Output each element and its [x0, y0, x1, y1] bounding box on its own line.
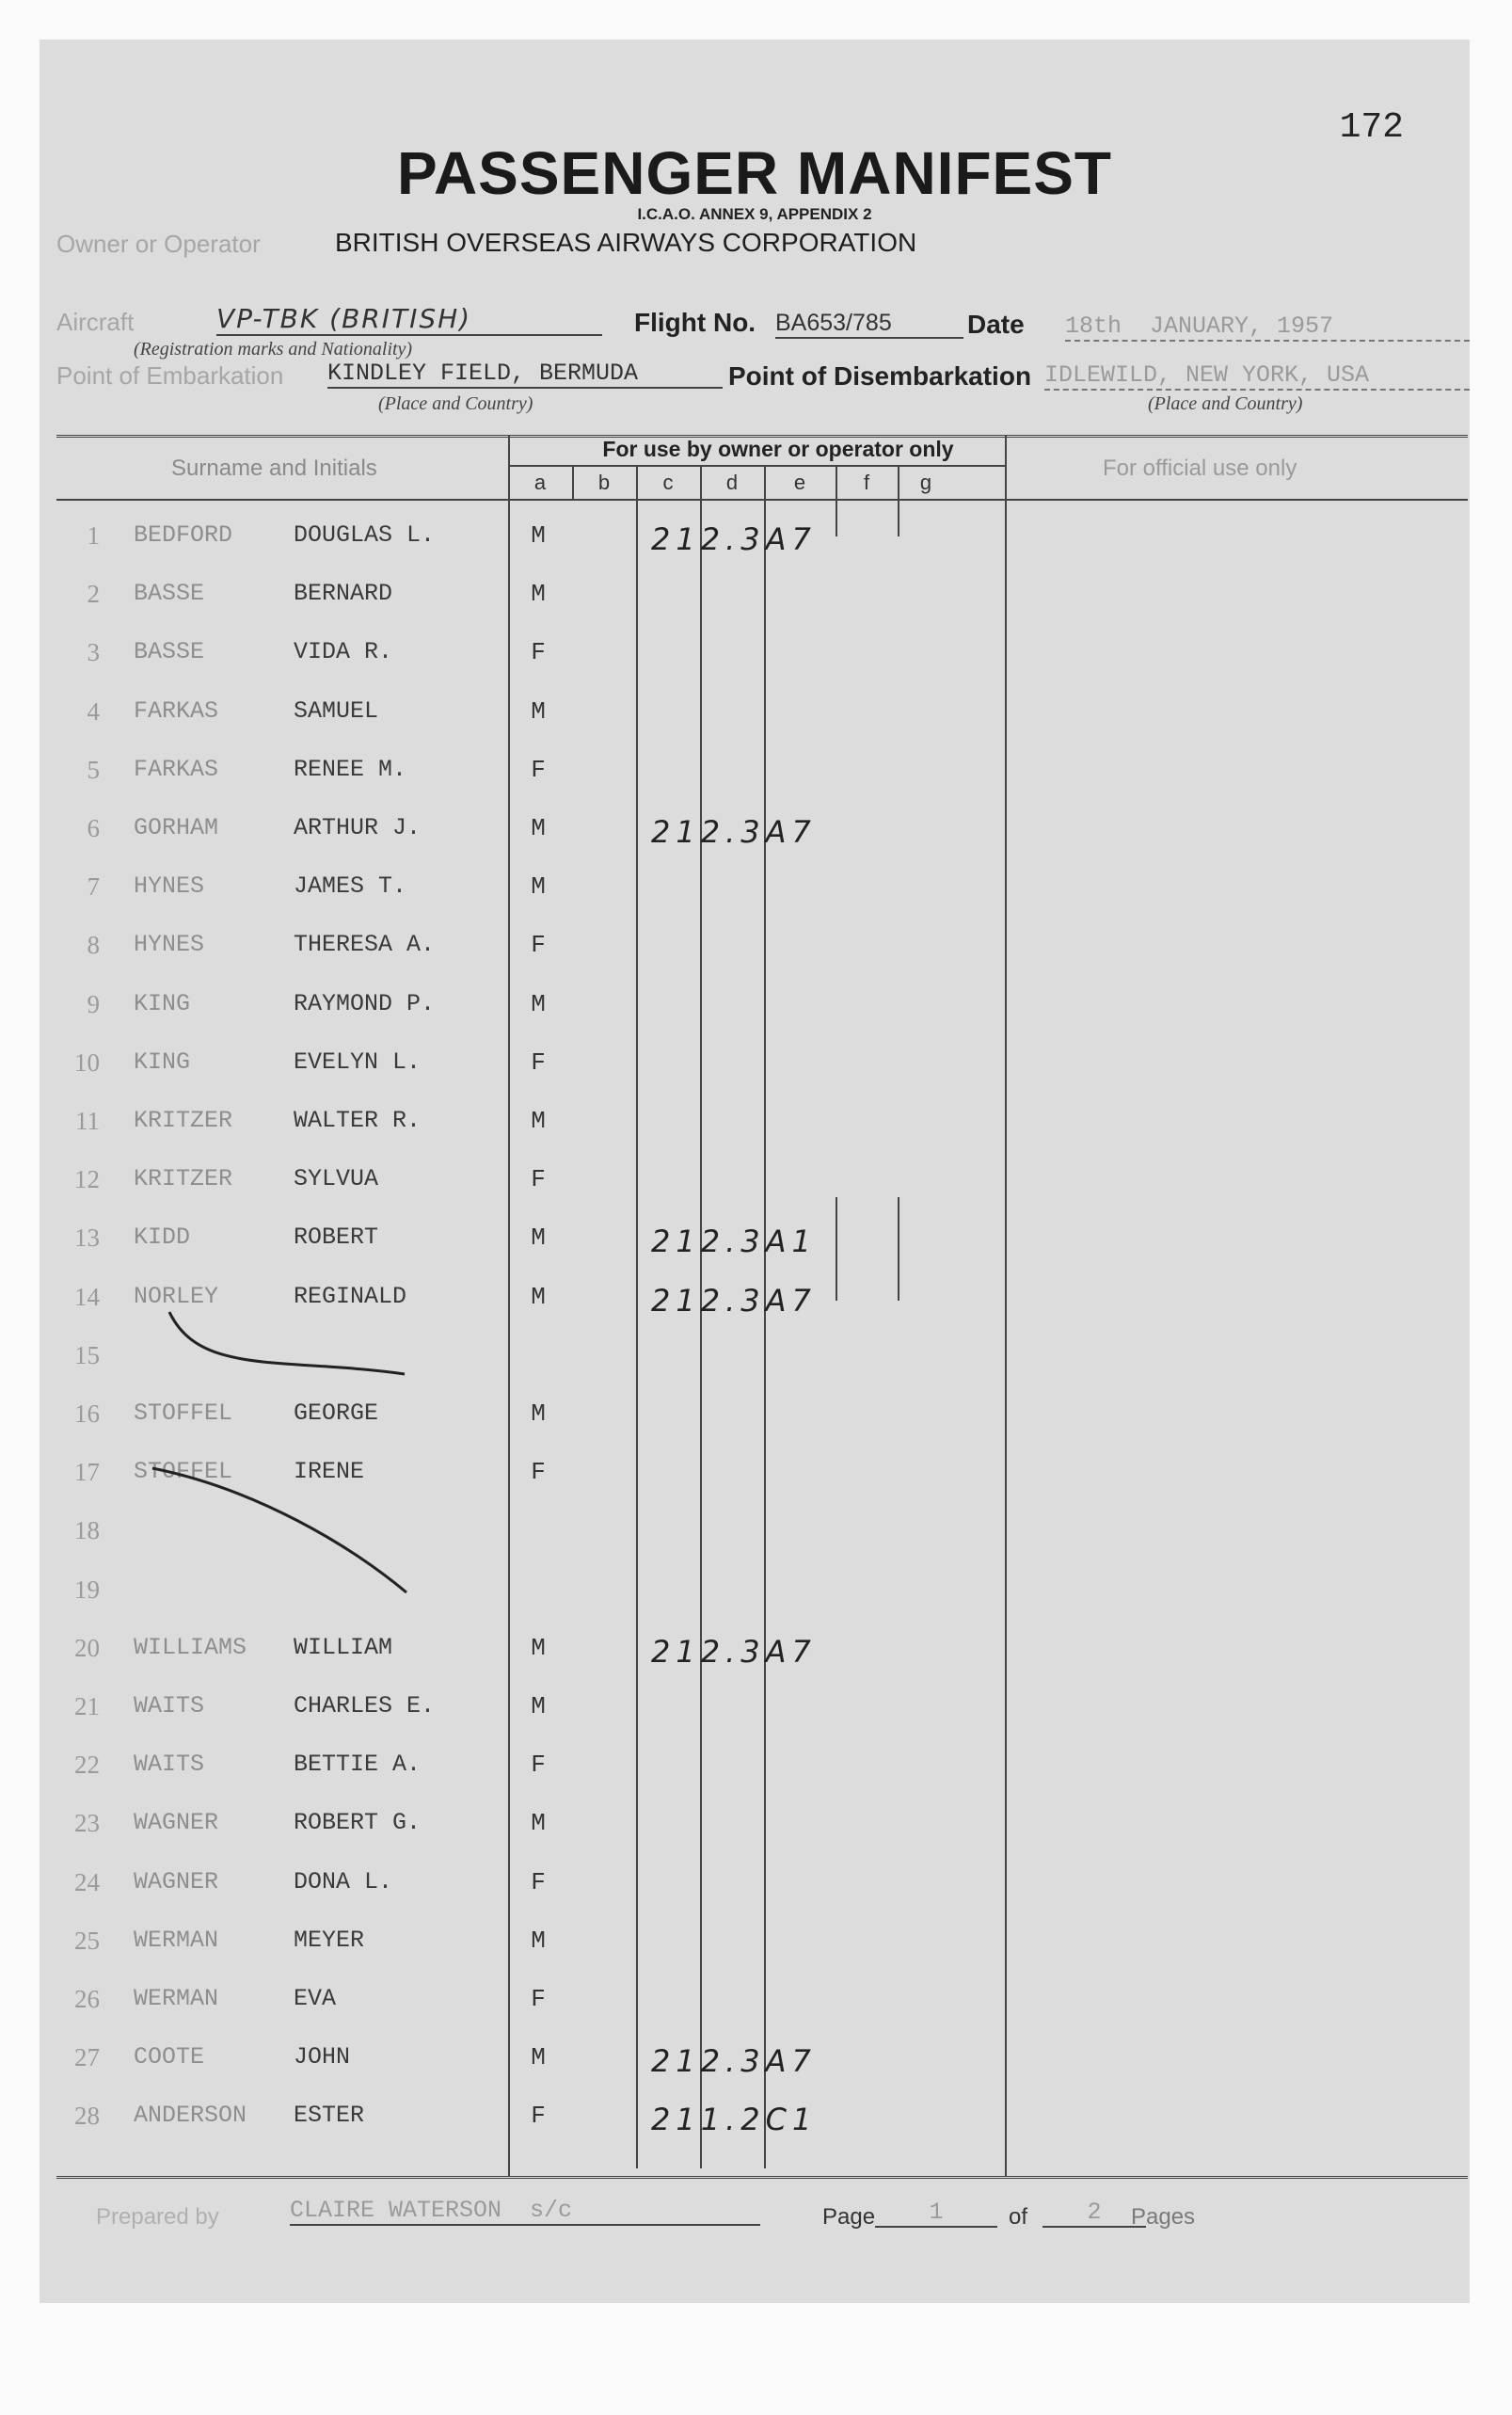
manifest-subtitle: I.C.A.O. ANNEX 9, APPENDIX 2 — [637, 205, 872, 223]
strike-mark-rows-18-19 — [152, 1468, 406, 1592]
passenger-given-name: ROBERT — [294, 1223, 379, 1251]
column-header-e: e — [793, 471, 806, 494]
passenger-surname: WILLIAMS — [134, 1634, 247, 1661]
passenger-surname: ANDERSON — [134, 2102, 247, 2129]
passenger-surname: HYNES — [134, 931, 205, 958]
row-number: 12 — [74, 1165, 100, 1193]
passenger-surname: WAGNER — [134, 1809, 219, 1836]
column-header-a: a — [533, 471, 547, 494]
passenger-sex: F — [531, 756, 546, 784]
passenger-sex: M — [531, 1107, 546, 1135]
row-number: 21 — [74, 1692, 100, 1720]
manifest-sheet — [40, 40, 1470, 2303]
passenger-sex: F — [531, 1985, 546, 2013]
passenger-given-name: ROBERT G. — [294, 1809, 422, 1836]
passenger-surname: BEDFORD — [134, 521, 233, 549]
passenger-surname: HYNES — [134, 872, 205, 900]
passenger-sex: M — [531, 872, 546, 901]
passenger-surname: NORLEY — [134, 1283, 219, 1310]
passenger-given-name: VIDA R. — [294, 638, 393, 665]
handwritten-code: 212.3A1 — [651, 1223, 817, 1259]
passenger-surname: BASSE — [134, 580, 205, 607]
passenger-given-name: ARTHUR J. — [294, 814, 422, 841]
passenger-given-name: WILLIAM — [294, 1634, 393, 1661]
passenger-sex: M — [531, 1927, 546, 1955]
embark-label: Point of Embarkation — [56, 361, 284, 390]
passenger-given-name: JOHN — [294, 2043, 351, 2071]
prepared-value: CLAIRE WATERSON s/c — [290, 2197, 760, 2226]
owner-header: For use by owner or operator only — [602, 437, 954, 461]
row-number: 19 — [74, 1575, 100, 1604]
passenger-sex: M — [531, 1634, 546, 1662]
passenger-given-name: EVA — [294, 1985, 337, 2012]
row-number: 16 — [74, 1399, 100, 1428]
aircraft-value: VP-TBK (BRITISH) — [216, 303, 602, 336]
operator-value: BRITISH OVERSEAS AIRWAYS CORPORATION — [335, 228, 917, 257]
passenger-sex: M — [531, 1283, 546, 1311]
handwritten-code: 212.3A7 — [651, 1283, 817, 1319]
passenger-surname: KRITZER — [134, 1107, 233, 1134]
row-number: 3 — [87, 638, 100, 666]
passenger-surname: KING — [134, 990, 191, 1017]
passenger-surname: KING — [134, 1048, 191, 1076]
passenger-sex: F — [531, 1458, 546, 1486]
pages-label: Pages — [1131, 2204, 1196, 2230]
passenger-sex: M — [531, 521, 546, 550]
passenger-sex: M — [531, 697, 546, 726]
passenger-surname: GORHAM — [134, 814, 219, 841]
row-number: 5 — [87, 756, 100, 784]
row-number: 9 — [87, 990, 100, 1018]
passenger-surname: KRITZER — [134, 1165, 233, 1192]
row-number: 11 — [75, 1107, 100, 1135]
row-number: 1 — [87, 521, 100, 550]
passenger-given-name: EVELYN L. — [294, 1048, 422, 1076]
row-number: 28 — [74, 2102, 100, 2130]
official-header: For official use only — [1103, 456, 1297, 481]
passenger-sex: F — [531, 2102, 546, 2130]
row-number: 26 — [74, 1985, 100, 2013]
passenger-sex: F — [531, 1165, 546, 1193]
passenger-given-name: THERESA A. — [294, 931, 436, 958]
footer-rule — [56, 2176, 1468, 2179]
passenger-surname: FARKAS — [134, 756, 219, 783]
passenger-surname: WERMAN — [134, 1927, 219, 1954]
passenger-sex: M — [531, 1809, 546, 1837]
flight-value: BA653/785 — [775, 310, 963, 339]
date-label: Date — [967, 310, 1025, 339]
aircraft-hint: (Registration marks and Nationality) — [134, 339, 413, 360]
row-number: 13 — [74, 1223, 100, 1252]
passenger-sex: F — [531, 931, 546, 959]
handwritten-code: 212.3A7 — [651, 814, 817, 850]
passenger-sex: F — [531, 1751, 546, 1779]
passenger-sex: M — [531, 1223, 546, 1252]
passenger-sex: F — [531, 1868, 546, 1896]
passenger-given-name: SYLVUA — [294, 1165, 379, 1192]
passenger-sex: M — [531, 1692, 546, 1720]
passenger-given-name: DOUGLAS L. — [294, 521, 436, 549]
passenger-sex: F — [531, 1048, 546, 1077]
passenger-sex: F — [531, 638, 546, 666]
row-number: 14 — [74, 1283, 100, 1311]
passenger-sex: M — [531, 2043, 546, 2071]
passenger-given-name: WALTER R. — [294, 1107, 422, 1134]
row-number: 17 — [74, 1458, 100, 1486]
row-number: 10 — [74, 1048, 100, 1077]
passenger-surname: STOFFEL — [134, 1399, 233, 1427]
passenger-given-name: ESTER — [294, 2102, 365, 2129]
page-number: 172 — [1339, 107, 1404, 148]
page-label: Page — [822, 2204, 876, 2230]
column-header-c: c — [662, 471, 674, 494]
passenger-given-name: JAMES T. — [294, 872, 407, 900]
row-number: 18 — [74, 1516, 100, 1544]
passenger-sex: M — [531, 990, 546, 1018]
row-number: 4 — [87, 697, 100, 726]
column-header-f: f — [863, 471, 870, 494]
passenger-given-name: IRENE — [294, 1458, 365, 1485]
passenger-given-name: BETTIE A. — [294, 1751, 422, 1778]
aircraft-label: Aircraft — [56, 308, 135, 336]
row-number: 23 — [74, 1809, 100, 1837]
row-number: 20 — [74, 1634, 100, 1662]
passenger-surname: WAGNER — [134, 1868, 219, 1895]
passenger-given-name: CHARLES E. — [294, 1692, 436, 1719]
page-value: 1 — [875, 2199, 997, 2228]
passenger-surname: WERMAN — [134, 1985, 219, 2012]
passenger-surname: STOFFEL — [134, 1458, 233, 1485]
passenger-surname: KIDD — [134, 1223, 191, 1251]
passenger-sex: M — [531, 580, 546, 608]
name-header: Surname and Initials — [171, 456, 377, 481]
embark-hint: (Place and Country) — [378, 393, 533, 414]
passenger-given-name: RAYMOND P. — [294, 990, 436, 1017]
disembark-label: Point of Disembarkation — [728, 361, 1032, 391]
handwritten-code: 212.3A7 — [651, 2043, 817, 2079]
passenger-given-name: REGINALD — [294, 1283, 407, 1310]
row-number: 7 — [87, 872, 100, 901]
passenger-surname: FARKAS — [134, 697, 219, 725]
column-header-d: d — [725, 471, 739, 494]
row-number: 2 — [87, 580, 100, 608]
row-number: 8 — [87, 931, 100, 959]
date-value: 18th JANUARY, 1957 — [1065, 312, 1470, 342]
flight-label: Flight No. — [634, 308, 756, 337]
passenger-sex: M — [531, 1399, 546, 1428]
passenger-given-name: RENEE M. — [294, 756, 407, 783]
passenger-given-name: MEYER — [294, 1927, 365, 1954]
row-number: 27 — [74, 2043, 100, 2071]
passenger-given-name: BERNARD — [294, 580, 393, 607]
column-header-g: g — [919, 471, 932, 494]
handwritten-code: 211.2C1 — [651, 2102, 818, 2137]
operator-label: Owner or Operator — [56, 230, 261, 258]
passenger-given-name: SAMUEL — [294, 697, 379, 725]
passenger-surname: WAITS — [134, 1692, 205, 1719]
passenger-surname: WAITS — [134, 1751, 205, 1778]
passenger-given-name: GEORGE — [294, 1399, 379, 1427]
of-label: of — [1009, 2204, 1028, 2230]
handwritten-code: 212.3A7 — [651, 521, 817, 557]
pages-total: 2 — [1042, 2199, 1146, 2228]
row-number: 24 — [74, 1868, 100, 1896]
row-number: 15 — [74, 1341, 100, 1369]
row-number: 6 — [87, 814, 100, 842]
disembark-hint: (Place and Country) — [1148, 393, 1303, 414]
column-header-b: b — [597, 471, 611, 494]
strike-marks — [40, 40, 1470, 2303]
embark-value: KINDLEY FIELD, BERMUDA — [327, 360, 723, 389]
passenger-surname: BASSE — [134, 638, 205, 665]
row-number: 25 — [74, 1927, 100, 1955]
manifest-title: PASSENGER MANIFEST — [397, 139, 1112, 207]
strike-mark-row-15 — [169, 1312, 405, 1374]
prepared-label: Prepared by — [96, 2204, 219, 2230]
passenger-given-name: DONA L. — [294, 1868, 393, 1895]
handwritten-code: 212.3A7 — [651, 1634, 817, 1670]
disembark-value: IDLEWILD, NEW YORK, USA — [1044, 361, 1470, 391]
row-number: 22 — [74, 1751, 100, 1779]
passenger-surname: COOTE — [134, 2043, 205, 2071]
passenger-sex: M — [531, 814, 546, 842]
